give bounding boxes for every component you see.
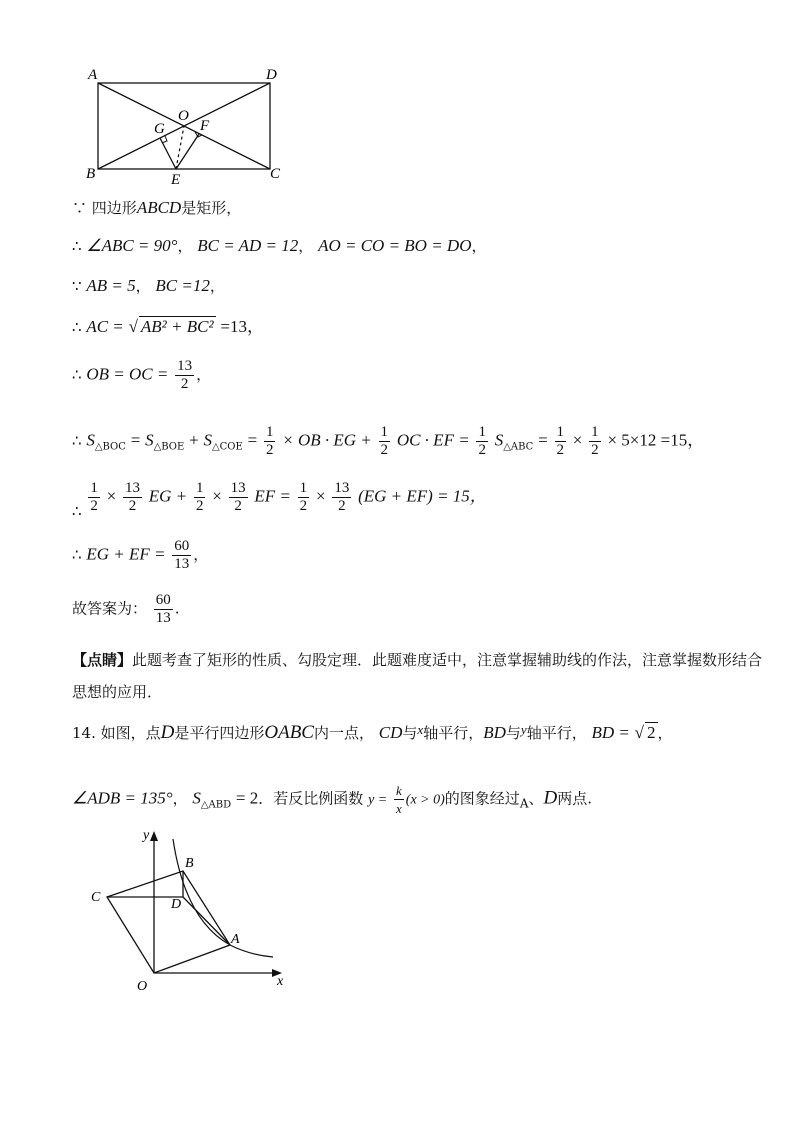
answer-label: 故答案为： bbox=[72, 599, 148, 618]
numerator: 1 bbox=[90, 480, 98, 496]
segment-ef bbox=[176, 134, 199, 169]
math: OC · EF = bbox=[396, 430, 470, 450]
denominator: 2 bbox=[591, 442, 599, 458]
label-x: x bbox=[277, 974, 284, 989]
comma: ， bbox=[657, 724, 673, 742]
math: = 2 bbox=[235, 788, 259, 808]
denominator: 2 bbox=[90, 498, 98, 514]
therefore-symbol: ∴ bbox=[72, 431, 82, 450]
subscript: △BOE bbox=[153, 441, 185, 453]
fraction bbox=[394, 782, 404, 817]
label-a: A bbox=[231, 932, 240, 947]
numerator: 1 bbox=[265, 424, 274, 440]
because-symbol: ∵ bbox=[72, 199, 88, 217]
text: 两点. bbox=[557, 789, 593, 808]
comma: ， bbox=[177, 237, 193, 255]
label-b: B bbox=[86, 166, 96, 182]
plus: + bbox=[189, 430, 199, 450]
therefore-symbol: ∴ bbox=[72, 365, 82, 384]
math: BD = bbox=[591, 723, 630, 742]
math: OABC bbox=[264, 722, 314, 743]
fraction bbox=[555, 424, 567, 459]
denominator: 2 bbox=[380, 442, 389, 458]
fraction bbox=[476, 424, 488, 459]
comment-label: 【点睛】 bbox=[72, 651, 133, 669]
label-a: A bbox=[88, 67, 98, 83]
numerator: 1 bbox=[556, 424, 564, 440]
denominator: 2 bbox=[338, 498, 346, 514]
radicand: AB² + BC² bbox=[140, 317, 214, 336]
denominator: 2 bbox=[265, 442, 274, 458]
comment-text: 思想的应用． bbox=[72, 683, 163, 701]
numerator: 1 bbox=[591, 424, 599, 440]
comment-line-2 bbox=[72, 682, 162, 702]
label-y: y bbox=[143, 828, 150, 843]
problem-14-line-1 bbox=[72, 720, 673, 743]
text: 的图象经过 bbox=[444, 789, 520, 808]
numerator: 1 bbox=[380, 424, 389, 440]
math: OB = OC = bbox=[86, 364, 169, 384]
figure-parallelogram bbox=[85, 825, 300, 1000]
fraction bbox=[175, 358, 194, 393]
numerator: 60 bbox=[174, 538, 190, 554]
denominator: 2 bbox=[234, 498, 242, 514]
math: y = bbox=[368, 792, 388, 808]
text: 轴平行， bbox=[526, 724, 587, 742]
math: BC =12 bbox=[155, 276, 210, 295]
line-ac bbox=[72, 316, 264, 337]
math: EG + bbox=[148, 486, 188, 506]
text: 是矩形， bbox=[181, 199, 242, 217]
radicand: 2 bbox=[647, 723, 656, 742]
problem-14-line-2 bbox=[72, 782, 592, 817]
therefore-symbol: ∴ bbox=[72, 501, 82, 520]
numerator: k bbox=[396, 783, 402, 798]
therefore-symbol: ∴ bbox=[72, 545, 82, 564]
label-c: C bbox=[270, 166, 281, 182]
math: (x > 0) bbox=[405, 792, 445, 808]
math: × 5×12 =15， bbox=[607, 430, 705, 450]
line-sum-result bbox=[72, 538, 208, 573]
denominator: 2 bbox=[180, 376, 189, 392]
math: AO = CO = BO = DO bbox=[318, 236, 472, 255]
fraction bbox=[172, 538, 191, 573]
fraction bbox=[379, 424, 391, 459]
math: BD bbox=[483, 723, 506, 742]
math: AB = 5 bbox=[86, 276, 136, 295]
parallelogram-oabc bbox=[107, 871, 230, 973]
label-b: B bbox=[185, 856, 194, 871]
math: =13， bbox=[220, 317, 264, 336]
denominator: 13 bbox=[174, 556, 190, 572]
text: 与 bbox=[402, 724, 418, 742]
math: ∠ABC = 90° bbox=[86, 236, 178, 255]
math-s: S bbox=[192, 788, 201, 808]
y-axis-arrow bbox=[150, 831, 158, 841]
segment-da bbox=[183, 897, 230, 945]
math-s: S bbox=[494, 430, 504, 450]
denominator: 2 bbox=[299, 498, 308, 514]
math: (EG + EF) = 15， bbox=[358, 486, 487, 506]
label-o: O bbox=[137, 979, 148, 994]
math: AC = bbox=[86, 317, 124, 336]
math: EF = bbox=[254, 486, 291, 506]
math: x bbox=[417, 722, 424, 737]
label-d: D bbox=[266, 67, 277, 83]
text: 轴平行， bbox=[423, 724, 484, 742]
fraction bbox=[589, 424, 601, 459]
comment-text: 此题考查了矩形的性质、勾股定理．此题难度适中，注意掌握辅助线的作法，注意掌握数形结合 bbox=[132, 651, 763, 669]
problem-number: 14. 如图，点 bbox=[72, 724, 161, 742]
period: . bbox=[174, 599, 180, 618]
numerator: 1 bbox=[478, 424, 486, 440]
denominator: 13 bbox=[155, 610, 171, 626]
line-angle bbox=[72, 236, 487, 256]
comma: ， bbox=[298, 237, 314, 255]
line-ob bbox=[72, 358, 211, 393]
line-quadrilateral bbox=[72, 198, 241, 218]
denominator: 2 bbox=[128, 498, 137, 514]
math: EG + EF = bbox=[86, 544, 166, 564]
numerator: 1 bbox=[299, 480, 308, 496]
text: 是平行四边形 bbox=[174, 724, 265, 742]
math: y bbox=[520, 722, 527, 737]
answer-fraction bbox=[154, 592, 173, 627]
comma: ， bbox=[135, 277, 151, 295]
fraction bbox=[229, 480, 248, 515]
times: × bbox=[572, 430, 583, 450]
denominator: 2 bbox=[478, 442, 486, 458]
sqrt-sign: √ bbox=[634, 723, 644, 742]
math: ∠ADB = 135° bbox=[72, 788, 173, 808]
label-d: D bbox=[171, 897, 182, 912]
comma: ， bbox=[209, 277, 225, 295]
numerator: 13 bbox=[124, 480, 140, 496]
line-area-sum bbox=[72, 424, 704, 459]
equals: = bbox=[130, 430, 141, 450]
math-abcd: ABCD bbox=[136, 198, 182, 217]
therefore-symbol: ∴ bbox=[72, 318, 82, 336]
fraction bbox=[194, 480, 206, 515]
therefore-symbol: ∴ bbox=[72, 237, 82, 255]
comma: ， bbox=[196, 365, 212, 384]
because-symbol: ∵ bbox=[72, 277, 82, 295]
point-d: D bbox=[543, 787, 558, 809]
comment-line-1 bbox=[72, 650, 762, 670]
fraction bbox=[298, 480, 310, 515]
fraction bbox=[123, 480, 142, 515]
fraction bbox=[264, 424, 276, 459]
numerator: 1 bbox=[195, 480, 204, 496]
text: 内一点， bbox=[313, 724, 374, 742]
comma: ， bbox=[193, 545, 209, 564]
comma: ， bbox=[172, 789, 188, 808]
math: BC = AD = 12 bbox=[197, 236, 299, 255]
separator: 、 bbox=[528, 789, 544, 808]
text: 与 bbox=[505, 724, 521, 742]
times: × bbox=[315, 486, 326, 506]
subscript: △COE bbox=[211, 441, 243, 453]
numerator: 13 bbox=[334, 480, 350, 496]
times: × bbox=[212, 486, 222, 506]
subscript: △ABD bbox=[200, 799, 232, 811]
label-o: O bbox=[178, 108, 189, 124]
text: ．若反比例函数 bbox=[258, 789, 364, 808]
numerator: 13 bbox=[230, 480, 246, 496]
figure-rectangle bbox=[80, 60, 300, 190]
line-answer bbox=[72, 592, 180, 627]
math-s: S bbox=[145, 430, 154, 450]
subscript: △ABC bbox=[503, 441, 534, 453]
sqrt-sign: √ bbox=[128, 317, 138, 336]
denominator: x bbox=[396, 801, 402, 816]
label-e: E bbox=[171, 172, 181, 188]
label-g: G bbox=[154, 121, 165, 137]
math-s: S bbox=[203, 430, 212, 450]
label-c: C bbox=[91, 890, 101, 905]
math: D bbox=[160, 722, 175, 743]
label-f: F bbox=[200, 118, 210, 134]
math: CD bbox=[378, 723, 403, 742]
numerator: 13 bbox=[177, 358, 193, 374]
math-s: S bbox=[86, 430, 95, 450]
point-a: A bbox=[519, 796, 529, 811]
line-eg-ef bbox=[72, 480, 487, 520]
equals: = bbox=[538, 430, 548, 450]
text: 四边形 bbox=[91, 199, 137, 217]
numerator: 60 bbox=[155, 592, 171, 608]
comma: ， bbox=[471, 237, 487, 255]
fraction bbox=[88, 480, 100, 515]
denominator: 2 bbox=[556, 442, 564, 458]
times: × bbox=[106, 486, 117, 506]
line-sides bbox=[72, 276, 225, 296]
subscript: △BOC bbox=[94, 441, 126, 453]
fraction bbox=[332, 480, 351, 515]
math: × OB · EG + bbox=[282, 430, 372, 450]
equals: = bbox=[247, 430, 258, 450]
denominator: 2 bbox=[195, 498, 204, 514]
